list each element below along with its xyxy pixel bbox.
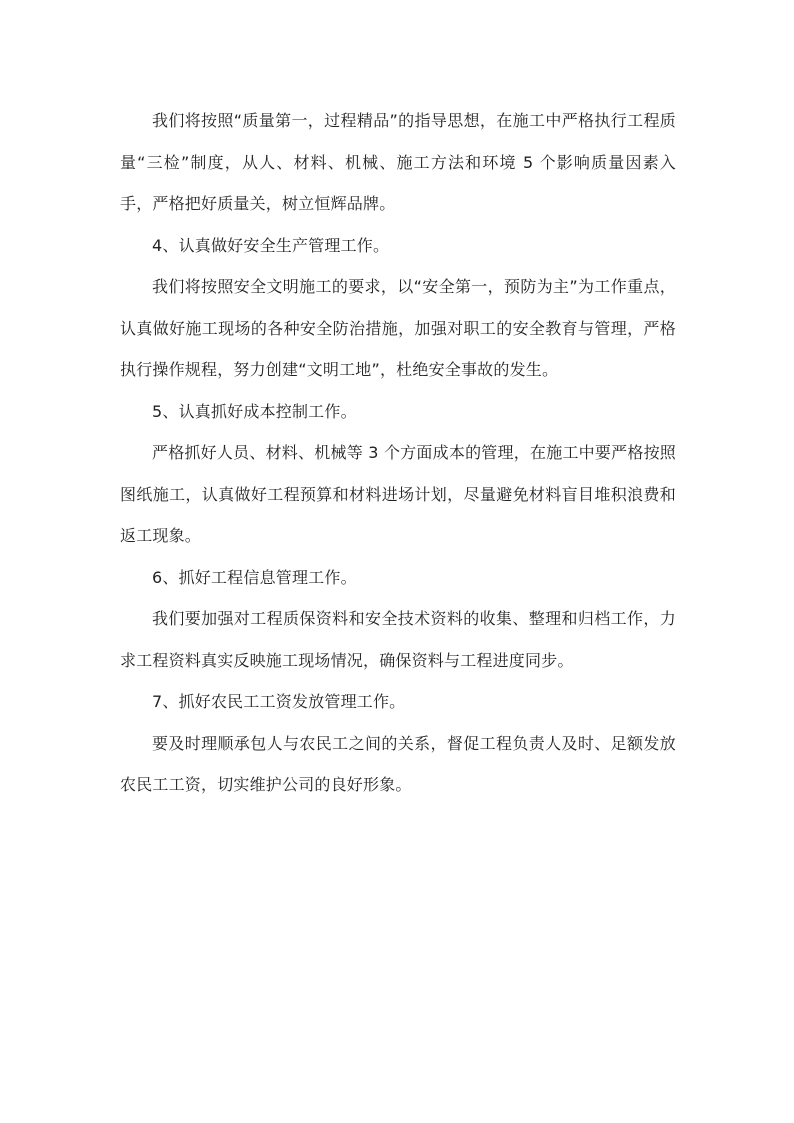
paragraph-cost-control: 严格抓好人员、材料、机械等 3 个方面成本的管理，在施工中要严格按照图纸施工，认真做好工程预算和材料进场计划，尽量避免材料盲目堆积浪费和返工现象。 [120, 443, 676, 545]
paragraph-information-management: 我们要加强对工程质保资料和安全技术资料的收集、整理和归档工作，力求工程资料真实反映施工现场情况，确保资料与工程进度同步。 [120, 609, 676, 670]
document-body [120, 100, 676, 806]
heading-cost-control: 5、认真抓好成本控制工作。 [152, 401, 357, 421]
heading-safety-management: 4、认真做好安全生产管理工作。 [152, 235, 390, 255]
paragraph-wage-management: 要及时理顺承包人与农民工之间的关系，督促工程负责人及时、足额发放农民工工资，切实维护公司的良好形象。 [120, 733, 676, 794]
heading-information-management: 6、抓好工程信息管理工作。 [152, 567, 357, 587]
paragraph-safety-management: 我们将按照安全文明施工的要求，以“安全第一，预防为主”为工作重点，认真做好施工现场的各种安全防治措施，加强对职工的安全教育与管理，严格执行操作规程，努力创建“文明工地”，杜绝安全事故的发生。 [120, 277, 676, 379]
paragraph-quality-policy: 我们将按照“质量第一，过程精品”的指导思想，在施工中严格执行工程质量“三检”制度，从人、材料、机械、施工方法和环境 5 个影响质量因素入手，严格把好质量关，树立恒辉品牌。 [120, 111, 676, 213]
heading-wage-management: 7、抓好农民工工资发放管理工作。 [152, 692, 406, 711]
